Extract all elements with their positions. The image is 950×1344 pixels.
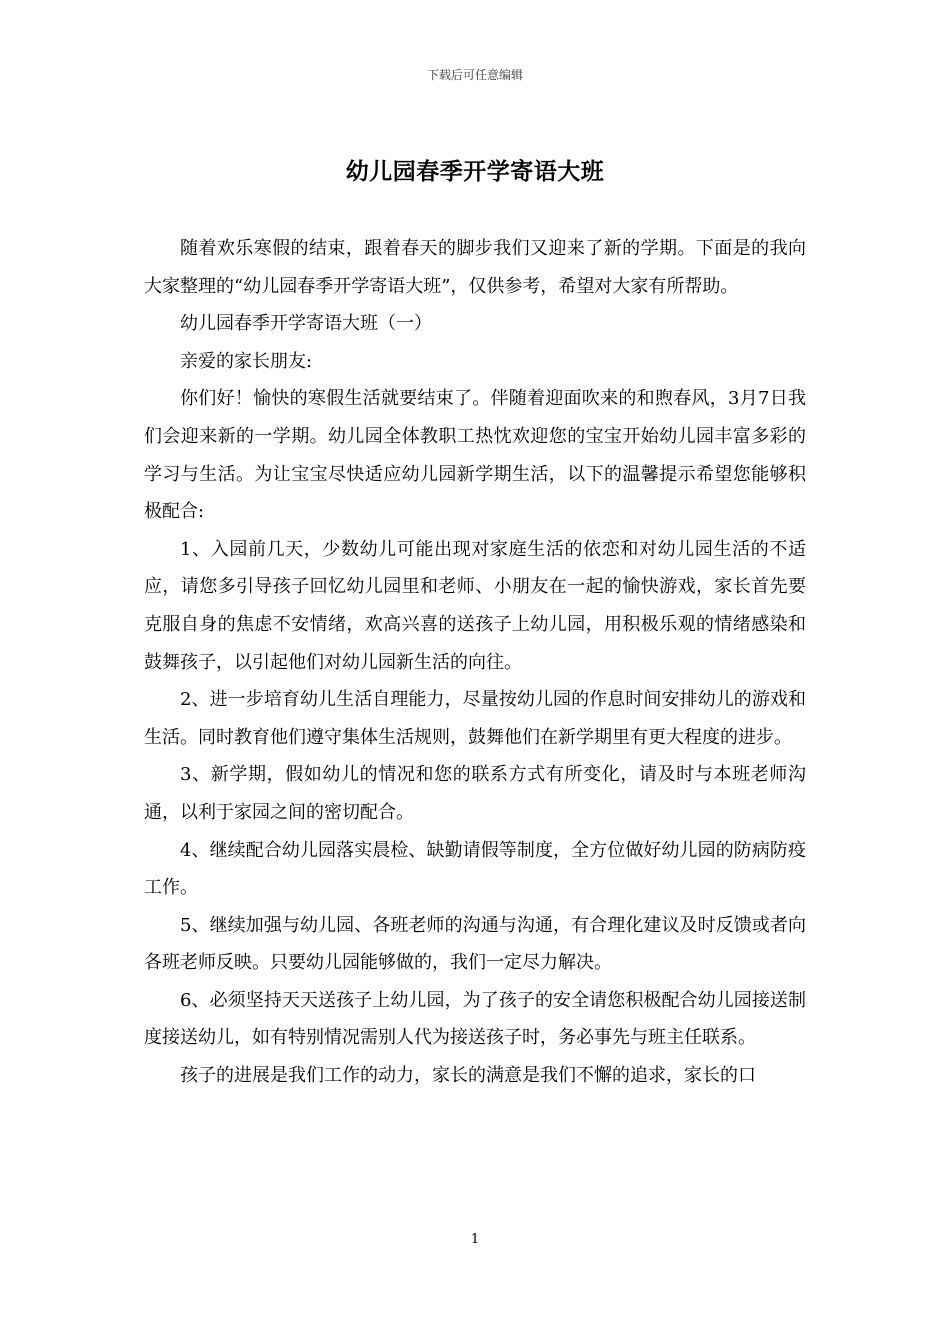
paragraph-item-2: 2、进一步培育幼儿生活自理能力，尽量按幼儿园的作息时间安排幼儿的游戏和生活。同时教育他们遵守集体生活规则，鼓舞他们在新学期里有更大程度的进步。 [144,689,806,748]
paragraph-section-heading: 幼儿园春季开学寄语大班（一） [180,313,432,335]
paragraph-salutation: 亲爱的家长朋友: [180,350,313,372]
paragraph-item-4: 4、继续配合幼儿园落实晨检、缺勤请假等制度，全方位做好幼儿园的防病防疫工作。 [144,839,806,899]
paragraph-item-6: 6、必须坚持天天送孩子上幼儿园，为了孩子的安全请您积极配合幼儿园接送制度接送幼儿，如有特别情况需别人代为接送孩子时，务必事先与班主任联系。 [144,989,806,1049]
paragraph-item-3: 3、新学期，假如幼儿的情况和您的联系方式有所变化，请及时与本班老师沟通，以利于家园之间的密切配合。 [144,764,806,823]
paragraph-item-1: 1、入园前几天，少数幼儿可能出现对家庭生活的依恋和对幼儿园生活的不适应，请您多引导孩子回忆幼儿园里和老师、小朋友在一起的愉快游戏，家长首先要克服自身的焦虑不安情绪，欢高兴喜的送孩子上幼儿园，用积极乐观的情绪感染和鼓舞孩子，以引起他们对幼儿园新生活的向往。 [144,538,806,673]
paragraph-intro: 随着欢乐寒假的结束，跟着春天的脚步我们又迎来了新的学期。下面是的我向大家整理的“幼儿园春季开学寄语大班”，仅供参考，希望对大家有所帮助。 [144,238,806,297]
paragraph-item-5: 5、继续加强与幼儿园、各班老师的沟通与沟通，有合理化建议及时反馈或者向各班老师反映。只要幼儿园能够做的，我们一定尽力解决。 [144,914,806,974]
document-body [144,230,806,1095]
paragraph-closing: 孩子的进展是我们工作的动力，家长的满意是我们不懈的追求，家长的口 [180,1065,756,1087]
document-title: 幼儿园春季开学寄语大班 [345,158,605,185]
page-number: 1 [470,1232,480,1247]
header-note: 下载后可任意编辑 [426,68,523,82]
paragraph-greeting: 你们好！愉快的寒假生活就要结束了。伴随着迎面吹来的和煦春风，3月7日我们会迎来新的一学期。幼儿园全体教职工热忱欢迎您的宝宝开始幼儿园丰富多彩的学习与生活。为让宝宝尽快适应幼儿园新学期生活，以下的温馨提示希望您能够积极配合: [144,388,806,523]
